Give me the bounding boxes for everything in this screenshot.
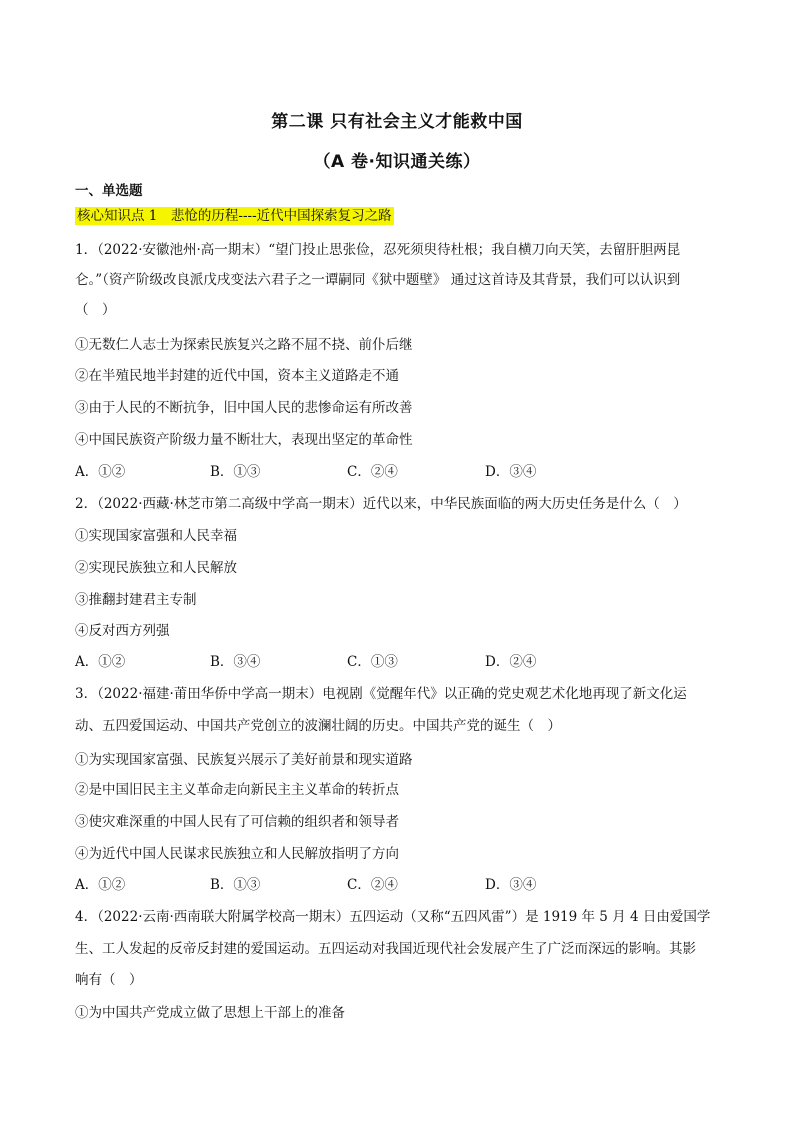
page-title: 第二课 只有社会主义才能救中国 bbox=[271, 112, 523, 132]
question-3-item-4: ④为近代中国人民谋求民族独立和人民解放指明了方向 bbox=[75, 846, 399, 862]
option-c[interactable]: C．②④ bbox=[347, 877, 398, 893]
question-1-item-2: ②在半殖民地半封建的近代中国，资本主义道路走不通 bbox=[75, 368, 399, 384]
question-1-item-3: ③由于人民的不断抗争，旧中国人民的悲惨命运有所改善 bbox=[75, 400, 413, 416]
option-d[interactable]: D．②④ bbox=[485, 654, 537, 670]
question-1-line-3: （ ） bbox=[75, 302, 116, 318]
option-b[interactable]: B．①③ bbox=[210, 464, 261, 480]
question-2-item-2: ②实现民族独立和人民解放 bbox=[75, 560, 237, 576]
question-2-item-1: ①实现国家富强和人民幸福 bbox=[75, 528, 237, 544]
knowledge-point-highlight: 核心知识点 1 悲怆的历程----近代中国探索复习之路 bbox=[77, 208, 392, 224]
option-b[interactable]: B．③④ bbox=[210, 654, 261, 670]
question-1-line-2: 仑。”（资产阶级改良派戊戌变法六君子之一谭嗣同《狱中题壁》 通过这首诗及其背景，我们可以认识到 bbox=[75, 272, 681, 288]
question-4-line-2: 生、工人发起的反帝反封建的爱国运动。五四运动对我国近现代社会发展产生了广泛而深远的影响。其影 bbox=[75, 941, 696, 957]
option-b[interactable]: B．①③ bbox=[210, 877, 261, 893]
question-3-line-2: 动、五四爱国运动、中国共产党创立的波澜壮阔的历史。中国共产党的诞生（ ） bbox=[75, 718, 561, 734]
option-a[interactable]: A．①② bbox=[75, 464, 126, 480]
option-d[interactable]: D．③④ bbox=[485, 464, 537, 480]
question-4-line-1: 4．（2022·云南·西南联大附属学校高一期末）五四运动（又称“五四风雷”）是 1919 年 5 月 4 日由爱国学 bbox=[75, 909, 711, 925]
option-c[interactable]: C．②④ bbox=[347, 464, 398, 480]
option-d[interactable]: D．③④ bbox=[485, 877, 537, 893]
question-2-item-4: ④反对西方列强 bbox=[75, 623, 170, 639]
section-heading: 一、单选题 bbox=[75, 183, 143, 199]
question-4-item-1: ①为中国共产党成立做了思想上干部上的准备 bbox=[75, 1005, 345, 1021]
option-a[interactable]: A．①② bbox=[75, 877, 126, 893]
question-1-item-1: ①无数仁人志士为探索民族复兴之路不屈不挠、前仆后继 bbox=[75, 337, 413, 353]
page-subtitle: （A 卷·知识通关练） bbox=[313, 152, 481, 172]
question-2-item-3: ③推翻封建君主专制 bbox=[75, 592, 197, 608]
question-1-item-4: ④中国民族资产阶级力量不断壮大，表现出坚定的革命性 bbox=[75, 432, 413, 448]
option-a[interactable]: A．①② bbox=[75, 654, 126, 670]
question-3-item-2: ②是中国旧民主主义革命走向新民主主义革命的转折点 bbox=[75, 782, 399, 798]
question-1-line-1: 1．（2022·安徽池州·高一期末）“望门投止思张俭，忍死须臾待杜根；我自横刀向天笑，去留肝胆两昆 bbox=[75, 242, 681, 258]
option-c[interactable]: C．①③ bbox=[347, 654, 398, 670]
question-3-item-3: ③使灾难深重的中国人民有了可信赖的组织者和领导者 bbox=[75, 814, 399, 830]
question-2-line-1: 2．（2022·西藏·林芝市第二高级中学高一期末）近代以来，中华民族面临的两大历史任务是什么（ ） bbox=[75, 496, 687, 512]
knowledge-point-line bbox=[75, 208, 394, 224]
question-3-line-1: 3．（2022·福建·莆田华侨中学高一期末）电视剧《觉醒年代》以正确的党史观艺术化地再现了新文化运 bbox=[75, 686, 687, 702]
question-3-item-1: ①为实现国家富强、民族复兴展示了美好前景和现实道路 bbox=[75, 752, 413, 768]
question-4-line-3: 响有（ ） bbox=[75, 972, 143, 988]
